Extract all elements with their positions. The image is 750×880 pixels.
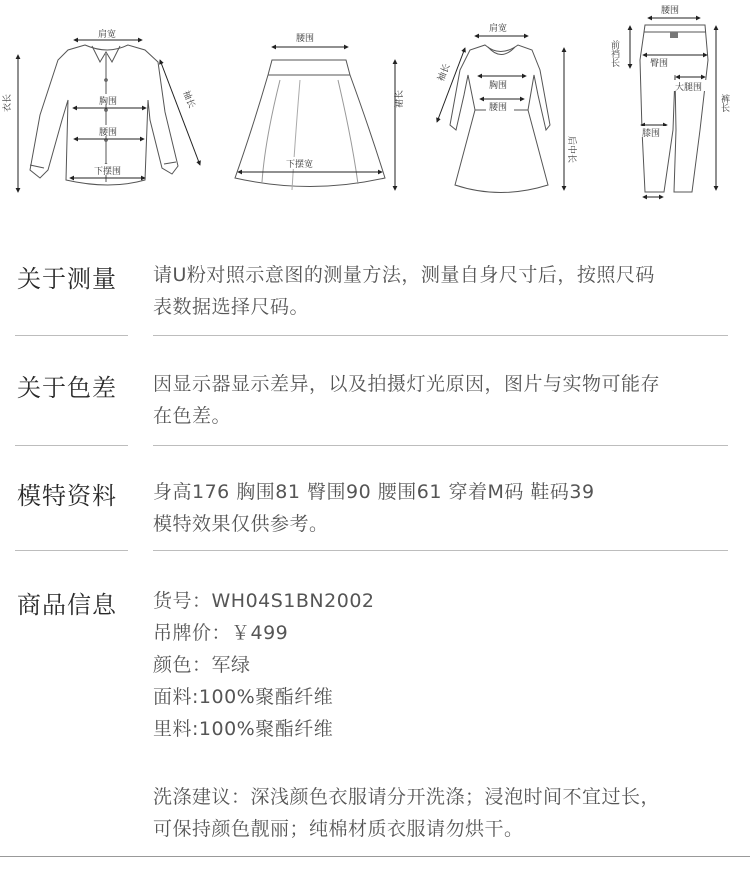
- text-line: 模特效果仅供参考。: [153, 513, 329, 535]
- product-color: 颜色：军绿: [153, 654, 251, 676]
- shirt-length-label: 衣长: [3, 93, 13, 112]
- pants-length-label: 裤长: [719, 94, 729, 112]
- skirt-length-label: 裙长: [395, 89, 405, 108]
- section-text: [153, 585, 733, 745]
- dress-diagram: [450, 45, 550, 193]
- shirt-waist-label: 腰围: [99, 128, 118, 138]
- divider: [153, 445, 728, 446]
- section-title: 关于测量: [17, 265, 117, 293]
- skirt-waist-label: 腰围: [296, 34, 315, 44]
- shirt-chest-label: 胸围: [99, 97, 118, 107]
- section-text: [153, 368, 733, 432]
- product-tag-price: 吊牌价：￥499: [153, 622, 289, 644]
- divider: [153, 550, 728, 551]
- text-line: 洗涤建议：深浅颜色衣服请分开洗涤；浸泡时间不宜过长，: [153, 786, 661, 808]
- diagram-canvas: [0, 0, 750, 215]
- product-lining: 里料:100%聚酯纤维: [153, 718, 334, 740]
- pants-diagram: [640, 25, 708, 192]
- section-text: [153, 259, 733, 323]
- pants-knee-label: 膝围: [642, 129, 661, 139]
- dress-shoulder-label: 肩宽: [489, 24, 508, 34]
- pants-outline: [640, 25, 708, 192]
- product-fabric: 面料:100%聚酯纤维: [153, 686, 334, 708]
- pants-rise-label: 前裆长: [609, 40, 619, 67]
- section-title: 关于色差: [17, 374, 117, 402]
- text-line: 表数据选择尺码。: [153, 296, 310, 318]
- care-text: [153, 781, 733, 845]
- section-title: 商品信息: [17, 591, 117, 619]
- text-line: 在色差。: [153, 405, 232, 427]
- divider: [153, 335, 728, 336]
- divider: [15, 550, 128, 551]
- skirt-hem-label: 下摆宽: [286, 160, 314, 170]
- pants-waist-label: 腰围: [661, 6, 680, 16]
- dress-chest-label: 胸围: [489, 81, 508, 91]
- dress-waist-label: 腰围: [489, 103, 508, 113]
- section-text: [153, 476, 733, 540]
- dress-outline: [450, 45, 550, 193]
- text-line: 身高176 胸围81 臀围90 腰围61 穿着M码 鞋码39: [153, 481, 595, 503]
- measurement-diagrams: [0, 0, 750, 215]
- shirt-hem-label: 下摆围: [94, 167, 122, 177]
- pants-thigh-label: 大腿围: [675, 83, 703, 93]
- divider: [15, 445, 128, 446]
- text-line: 请U粉对照示意图的测量方法，测量自身尺寸后，按照尺码: [153, 264, 655, 286]
- product-sku: 货号：WH04S1BN2002: [153, 590, 375, 612]
- shirt-shoulder-label: 肩宽: [98, 30, 117, 40]
- section-title: 模特资料: [17, 482, 117, 510]
- dress-sleeve-label: 袖长: [436, 62, 453, 84]
- divider: [15, 335, 128, 336]
- pants-hip-label: 臀围: [650, 59, 669, 69]
- shirt-sleeve-label: 袖长: [180, 89, 197, 110]
- bottom-divider: [0, 856, 750, 857]
- text-line: 因显示器显示差异，以及拍摄灯光原因，图片与实物可能存: [153, 373, 661, 395]
- skirt-diagram: [235, 60, 385, 190]
- text-line: 可保持颜色靓丽；纯棉材质衣服请勿烘干。: [153, 818, 524, 840]
- dress-back-length-label: 后中长: [566, 136, 576, 164]
